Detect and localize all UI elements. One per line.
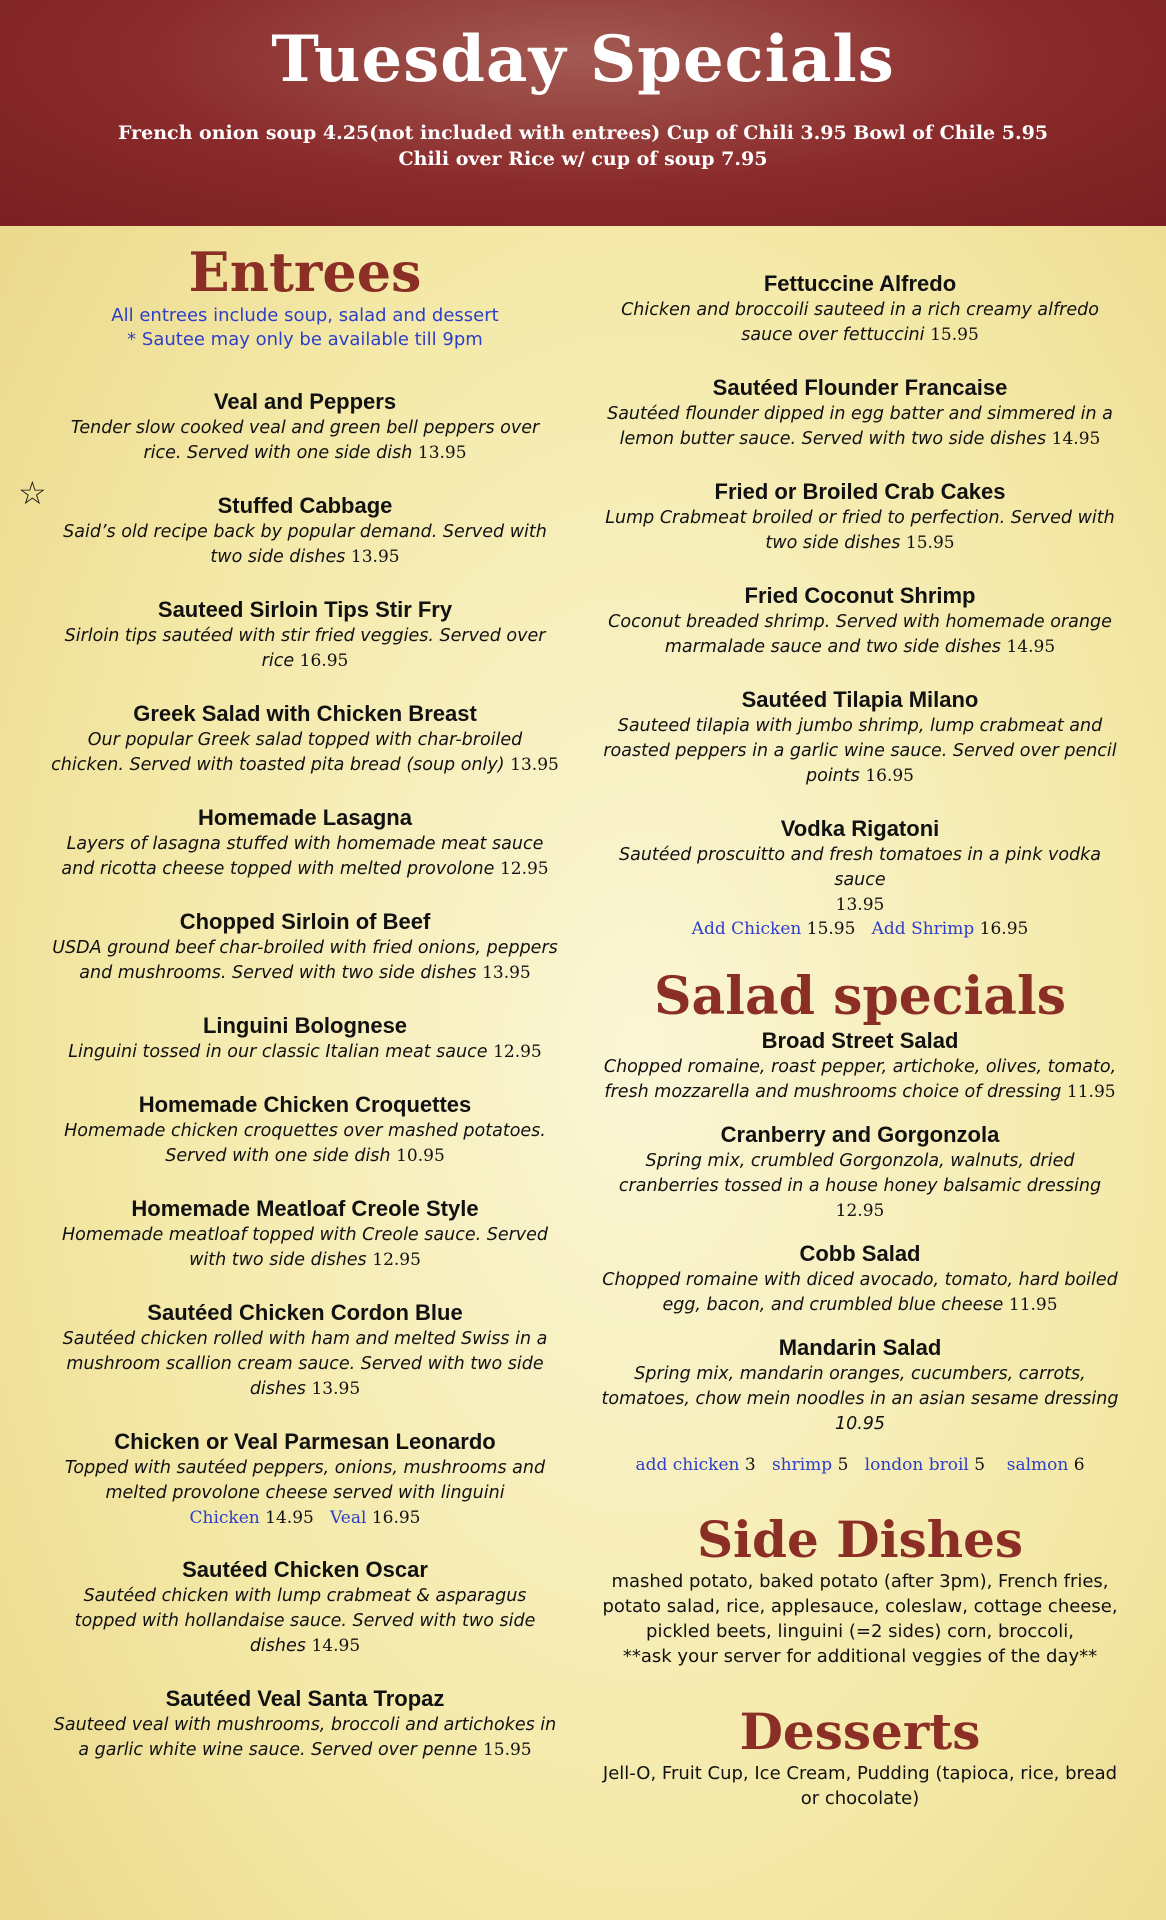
addon-price: 5 — [837, 1455, 849, 1475]
item-description: Homemade chicken croquettes over mashed potatoes. Served with one side dish — [64, 1121, 546, 1166]
soup-chili-line-2: Chili over Rice w/ cup of soup 7.95 — [398, 148, 768, 170]
item-description: Sautéed flounder dipped in egg batter and simmered in a lemon butter sauce. Served with two side dishes — [607, 404, 1113, 449]
item-name: Mandarin Salad — [778, 1335, 942, 1360]
side-dishes-list: mashed potato, baked potato (after 3pm), French fries, potato salad, rice, applesauce, coleslaw, cottage cheese, pickled beets, linguini (=2 sides) corn, broccoli, — [602, 1571, 1118, 1642]
entrees-column — [50, 240, 560, 1789]
item-price: 13.95 — [482, 963, 531, 983]
menu-item — [600, 1334, 1120, 1437]
entree-list — [50, 388, 560, 1763]
menu-item — [50, 1685, 560, 1763]
item-description: Sautéed chicken rolled with ham and melted Swiss in a mushroom scallion cream sauce. Served with two side dishes — [62, 1329, 548, 1399]
item-description: Chicken and broccoili sauteed in a rich creamy alfredo sauce over fettuccini — [621, 300, 1099, 345]
item-description: Sautéed chicken with lump crabmeat & asparagus topped with hollandaise sauce. Served with two side dishes — [74, 1586, 536, 1656]
item-price: 15.95 — [482, 1740, 532, 1760]
addon-label: add chicken — [635, 1455, 740, 1475]
item-name: Stuffed Cabbage — [217, 493, 393, 518]
item-description: Homemade meatloaf topped with Creole sauce. Served with two side dishes — [61, 1225, 549, 1270]
item-name: Sautéed Flounder Francaise — [712, 375, 1008, 400]
item-name: Chopped Sirloin of Beef — [179, 909, 431, 934]
menu-item — [50, 388, 560, 466]
menu-item — [600, 1240, 1120, 1318]
menu-item — [600, 1121, 1120, 1224]
entrees-note-sautee: * Sautee may only be available till 9pm — [127, 329, 483, 350]
item-description: Tender slow cooked veal and green bell peppers over rice. Served with one side dish — [70, 418, 540, 463]
item-description: Chopped romaine, roast pepper, artichoke, olives, tomato, fresh mozzarella and mushrooms choice of dressing — [603, 1057, 1117, 1102]
menu-item — [50, 1091, 560, 1169]
item-name: Homemade Lasagna — [198, 805, 412, 830]
item-price: 14.95 — [311, 1636, 361, 1656]
item-name: Sauteed Sirloin Tips Stir Fry — [157, 597, 453, 622]
item-price: 13.95 — [417, 443, 467, 463]
item-name: Sautéed Chicken Oscar — [182, 1557, 428, 1582]
item-price: 14.95 — [1051, 429, 1101, 449]
item-name: Chicken or Veal Parmesan Leonardo — [114, 1429, 496, 1454]
addon-label: salmon — [1006, 1455, 1069, 1475]
star-outline-icon: ☆ — [18, 474, 47, 512]
menu-item — [600, 815, 1120, 941]
item-price: 15.95 — [930, 325, 979, 345]
menu-item — [50, 1556, 560, 1659]
item-description: Lump Crabmeat broiled or fried to perfection. Served with two side dishes — [605, 508, 1115, 553]
page-title: Tuesday Specials — [271, 22, 895, 97]
item-name: Homemade Chicken Croquettes — [138, 1092, 472, 1117]
item-name: Cranberry and Gorgonzola — [720, 1122, 1000, 1147]
item-price: 14.95 — [1006, 637, 1056, 657]
item-description: Said’s old recipe back by popular demand. Served with two side dishes — [63, 522, 547, 567]
item-description: Sauteed veal with mushrooms, broccoli and artichokes in a garlic white wine sauce. Served over penne — [53, 1715, 557, 1760]
item-description: Spring mix, crumbled Gorgonzola, walnuts, dried cranberries tossed in a house honey balsamic dressing — [618, 1151, 1102, 1196]
item-price: 12.95 — [493, 1042, 542, 1062]
item-price: 11.95 — [1066, 1082, 1116, 1102]
menu-item — [600, 478, 1120, 556]
item-price: 16.95 — [865, 766, 914, 786]
option-price: 14.95 — [265, 1508, 314, 1528]
item-name: Homemade Meatloaf Creole Style — [131, 1196, 479, 1221]
item-name: Fried or Broiled Crab Cakes — [714, 479, 1006, 504]
salad-specials-section — [600, 967, 1120, 1477]
menu-item — [600, 686, 1120, 789]
salad-specials-title: Salad specials — [653, 966, 1066, 1027]
item-price: 15.95 — [905, 533, 955, 553]
item-price: 10.95 — [396, 1146, 445, 1166]
item-name: Sautéed Veal Santa Tropaz — [165, 1686, 445, 1711]
item-description: Topped with sautéed peppers, onions, mushrooms and melted provolone cheese served with linguini — [64, 1458, 546, 1503]
menu-item — [600, 374, 1120, 452]
addon-price: 6 — [1073, 1455, 1085, 1475]
side-dishes-title: Side Dishes — [696, 1510, 1024, 1569]
item-description: Coconut breaded shrimp. Served with homemade orange marmalade sauce and two side dishes — [608, 612, 1112, 657]
item-addons — [600, 917, 1120, 941]
menu-item — [50, 1195, 560, 1273]
item-name: Veal and Peppers — [213, 389, 397, 414]
item-price: 13.95 — [311, 1379, 361, 1399]
menu-item — [50, 908, 560, 986]
item-price: 16.95 — [299, 651, 349, 671]
addon-label: Add Shrimp — [871, 919, 975, 939]
item-price: 12.95 — [499, 859, 549, 879]
menu-item — [600, 270, 1120, 348]
item-price: 12.95 — [835, 1201, 885, 1221]
item-description: Our popular Greek salad topped with char-broiled chicken. Served with toasted pita bread (soup only) — [51, 730, 523, 775]
item-description: Spring mix, mandarin oranges, cucumbers, carrots, tomatoes, chow mein noodles in an asian sesame dressing 10.95 — [601, 1364, 1119, 1434]
menu-item — [50, 1012, 560, 1065]
item-name: Fettuccine Alfredo — [763, 271, 957, 296]
addon-price: 3 — [744, 1455, 756, 1475]
item-price: 11.95 — [1008, 1295, 1058, 1315]
menu-item — [50, 1299, 560, 1402]
menu-item — [50, 596, 560, 674]
addon-label: london broil — [864, 1455, 969, 1475]
menu-item — [50, 1428, 560, 1530]
addon-price: 5 — [974, 1455, 986, 1475]
item-name: Sautéed Tilapia Milano — [741, 687, 979, 712]
item-name: Greek Salad with Chicken Breast — [133, 701, 477, 726]
item-description: USDA ground beef char-broiled with fried onions, peppers and mushrooms. Served with two side dishes — [52, 938, 558, 983]
addon-label: Add Chicken — [691, 919, 802, 939]
menu-item — [600, 582, 1120, 660]
addon-price: 15.95 — [806, 919, 856, 939]
item-name: Broad Street Salad — [761, 1028, 959, 1053]
addon-label: shrimp — [771, 1455, 833, 1475]
entrees-title: Entrees — [188, 240, 422, 304]
item-name: Vodka Rigatoni — [780, 816, 940, 841]
item-description: Sauteed tilapia with jumbo shrimp, lump crabmeat and roasted peppers in a garlic wine sauce. Served over pencil points — [603, 716, 1117, 786]
desserts-list: Jell-O, Fruit Cup, Ice Cream, Pudding (tapioca, rice, bread or chocolate) — [602, 1763, 1118, 1809]
option-label: Veal — [330, 1508, 367, 1528]
item-price: 13.95 — [835, 895, 885, 915]
item-price: 13.95 — [350, 547, 400, 567]
addon-price: 16.95 — [979, 919, 1029, 939]
right-column — [600, 270, 1120, 1811]
desserts-title: Desserts — [739, 1702, 981, 1761]
item-description: Sautéed proscuitto and fresh tomatoes in a pink vodka sauce — [618, 845, 1101, 890]
menu-item — [600, 1027, 1120, 1105]
menu-item — [50, 804, 560, 882]
soup-chili-line-1: French onion soup 4.25(not included with entrees) Cup of Chili 3.95 Bowl of Chile 5.95 — [117, 122, 1049, 144]
side-dishes-section — [600, 1511, 1120, 1669]
item-name: Cobb Salad — [799, 1241, 921, 1266]
item-price-options — [50, 1506, 560, 1530]
desserts-section — [600, 1703, 1120, 1811]
menu-item — [50, 700, 560, 778]
item-name: Fried Coconut Shrimp — [744, 583, 976, 608]
item-description: Chopped romaine with diced avocado, tomato, hard boiled egg, bacon, and crumbled blue cheese — [602, 1270, 1118, 1315]
item-description: Layers of lasagna stuffed with homemade meat sauce and ricotta cheese topped with melted provolone — [61, 834, 544, 879]
item-description: Linguini tossed in our classic Italian meat sauce — [68, 1042, 488, 1062]
option-price: 16.95 — [371, 1508, 421, 1528]
menu-item — [50, 492, 560, 570]
entrees-note: All entrees include soup, salad and dessert — [111, 305, 499, 326]
item-name: Linguini Bolognese — [202, 1013, 408, 1038]
item-name: Sautéed Chicken Cordon Blue — [147, 1300, 463, 1325]
salad-addons — [600, 1453, 1120, 1477]
item-price: 13.95 — [510, 755, 559, 775]
menu-header — [0, 0, 1166, 226]
item-price: 12.95 — [372, 1250, 421, 1270]
side-dishes-note: **ask your server for additional veggies of the day** — [622, 1646, 1098, 1667]
option-label: Chicken — [189, 1508, 260, 1528]
item-description: Sirloin tips sautéed with stir fried veggies. Served over rice — [64, 626, 546, 671]
